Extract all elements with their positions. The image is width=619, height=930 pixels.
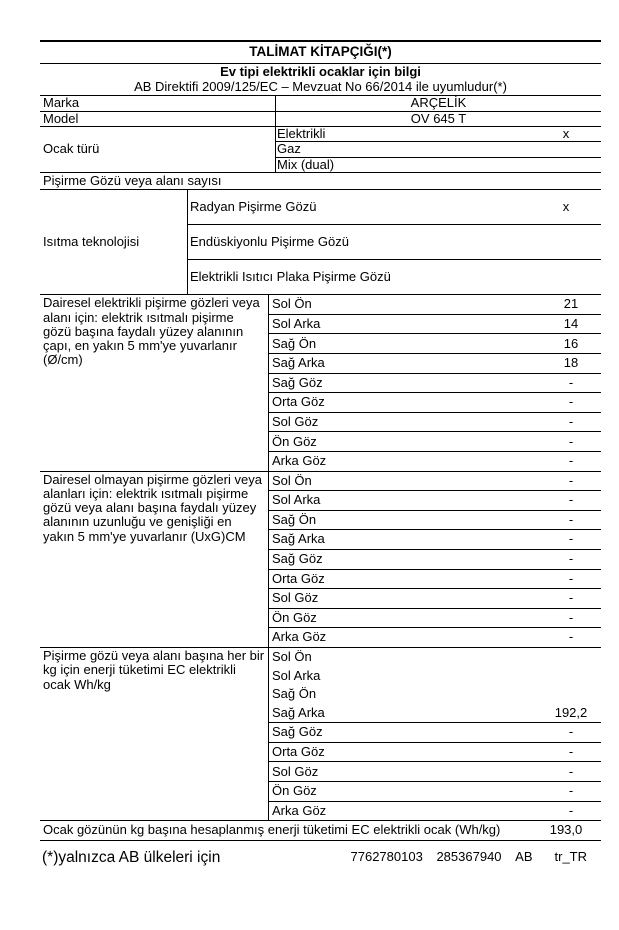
zone-row (269, 588, 601, 608)
zone-name: Sağ Göz (272, 374, 323, 390)
heating-tech-name: Elektrikli Isıtıcı Plaka Pişirme Gözü (190, 269, 391, 285)
brand-value: ARÇELİK (410, 95, 467, 111)
zone-row (269, 569, 601, 589)
footer-code-1: 7762780103 (350, 848, 423, 864)
zone-name: Ön Göz (272, 433, 317, 449)
footer-code-2: 285367940 (436, 848, 502, 864)
zone-row (269, 333, 601, 353)
heating-tech-name: Endüskiyonlu Pişirme Gözü (190, 234, 349, 250)
zone-value: - (568, 802, 574, 818)
zone-name: Sol Göz (272, 413, 319, 429)
zone-value: 14 (563, 315, 579, 331)
hob-type-row (276, 141, 601, 156)
zone-value: - (568, 394, 574, 410)
zone-row (269, 314, 601, 334)
zone-name: Orta Göz (272, 570, 325, 586)
zone-name: Sol Göz (272, 590, 319, 606)
model-value: OV 645 T (410, 110, 467, 126)
zone-value: - (568, 783, 574, 799)
noncircular-zones-section (40, 472, 601, 648)
heating-tech-value: x (562, 199, 570, 215)
zone-row (269, 801, 601, 821)
hob-type-name: Gaz (277, 141, 301, 157)
zone-row (269, 529, 601, 549)
zone-value: - (568, 609, 574, 625)
zone-name: Sol Ön (272, 296, 312, 312)
zone-row (269, 510, 601, 530)
directive-line: AB Direktifi 2009/125/EC – Mevzuat No 66/2014 ile uyumludur(*) (40, 79, 601, 96)
zone-name: Ön Göz (272, 609, 317, 625)
noncircular-zones-label: Dairesel olmayan pişirme gözleri veya alanları için: elektrik ısıtmalı pişirme gözü veya alanı başına faydalı yüzey alanının uzunluğu ve genişliği en yakın 5 mm'ye yuvarlanır (UxG)CM (40, 472, 269, 647)
zone-value: 21 (563, 296, 579, 312)
zone-name: Orta Göz (272, 394, 325, 410)
zone-value: 16 (563, 335, 579, 351)
zone-row (269, 373, 601, 393)
zone-row (269, 608, 601, 628)
zone-row (269, 685, 601, 704)
footer-region: AB (515, 848, 533, 864)
zone-row (269, 392, 601, 412)
zone-row (269, 431, 601, 451)
model-label: Model (40, 112, 276, 126)
zone-name: Arka Göz (272, 629, 327, 645)
zone-row (269, 781, 601, 801)
zone-row (269, 451, 601, 471)
total-energy-label: Ocak gözünün kg başına hesaplanmış enerji tüketimi EC elektrikli ocak (Wh/kg) (43, 822, 501, 838)
zone-row (269, 648, 601, 667)
brand-label: Marka (40, 96, 276, 110)
zone-name: Sağ Ön (272, 511, 317, 527)
brand-row (40, 96, 601, 111)
zone-value: - (568, 413, 574, 429)
zone-value: - (568, 590, 574, 606)
zone-row (269, 742, 601, 762)
document-title: TALİMAT KİTAPÇIĞI(*) (40, 42, 601, 64)
total-energy-row (40, 821, 601, 840)
zone-name: Sol Arka (272, 667, 321, 683)
footer-codes (341, 850, 533, 864)
energy-info-document (40, 40, 601, 866)
zone-value: - (568, 744, 574, 760)
zone-value: - (568, 492, 574, 508)
hob-type-value: x (562, 126, 570, 142)
zone-row (269, 704, 601, 723)
zone-row (269, 412, 601, 432)
heating-tech-label: Isıtma teknolojisi (40, 190, 188, 294)
heating-tech-name: Radyan Pişirme Gözü (190, 199, 317, 215)
hob-type-value (531, 142, 601, 156)
model-row (40, 112, 601, 127)
zone-name: Ön Göz (272, 783, 317, 799)
zone-value: - (568, 511, 574, 527)
zone-value: - (568, 551, 574, 567)
circular-zones-section (40, 295, 601, 471)
zone-row (269, 627, 601, 647)
zone-name: Sağ Arka (272, 355, 325, 371)
zone-value: - (568, 763, 574, 779)
circular-zones-label: Dairesel elektrikli pişirme gözleri veya alanı için: elektrik ısıtmalı pişirme gözü başına faydalı yüzey alanının çapı, en yakın 5 mm'ye yuvarlanır (Ø/cm) (40, 295, 269, 470)
hob-type-row (276, 157, 601, 172)
zone-name: Sağ Göz (272, 551, 323, 567)
zone-name: Sağ Ön (272, 335, 317, 351)
hob-type-name: Mix (dual) (277, 156, 335, 172)
zone-name: Arka Göz (272, 802, 327, 818)
footer-language: tr_TR (554, 848, 587, 864)
zone-name: Sağ Arka (272, 531, 325, 547)
zone-name: Sol Arka (272, 492, 321, 508)
zone-name: Sağ Arka (272, 704, 325, 720)
zone-row (269, 667, 601, 686)
zone-name: Sağ Ön (272, 686, 317, 702)
heating-tech-row (188, 259, 601, 294)
document-subtitle: Ev tipi elektrikli ocaklar için bilgi (220, 63, 421, 79)
energy-zones-label: Pişirme gözü veya alanı başına her bir kg için enerji tüketimi EC elektrikli ocak Wh/kg (40, 648, 269, 820)
heating-tech-section (40, 190, 601, 295)
zone-name: Orta Göz (272, 744, 325, 760)
zone-value: - (568, 433, 574, 449)
hob-type-name: Elektrikli (277, 126, 326, 142)
zone-row (269, 490, 601, 510)
zone-value: - (568, 570, 574, 586)
zone-name: Arka Göz (272, 453, 327, 469)
zone-name: Sol Göz (272, 763, 319, 779)
zone-row (269, 761, 601, 781)
zone-value: - (568, 531, 574, 547)
heating-tech-row (188, 190, 601, 224)
zone-value: - (568, 472, 574, 488)
heating-tech-row (188, 224, 601, 259)
zone-value: - (568, 629, 574, 645)
zone-row (269, 472, 601, 491)
hob-type-section (40, 127, 601, 173)
energy-zones-section (40, 648, 601, 821)
zone-name: Sol Ön (272, 649, 312, 665)
zone-name: Sol Arka (272, 315, 321, 331)
hob-type-row (276, 127, 601, 141)
zone-value: - (568, 453, 574, 469)
footer-note: (*)yalnızca AB ülkeleri için (42, 848, 221, 866)
hob-type-value (531, 158, 601, 172)
hob-type-label: Ocak türü (40, 127, 276, 172)
zone-value: - (568, 374, 574, 390)
zone-row (269, 722, 601, 742)
zone-name: Sol Ön (272, 472, 312, 488)
zone-row (269, 295, 601, 314)
zone-value: - (568, 724, 574, 740)
zone-value: 192,2 (554, 704, 588, 720)
zone-name: Sağ Göz (272, 724, 323, 740)
footer (40, 841, 601, 866)
total-energy-value: 193,0 (549, 822, 583, 838)
zone-count-row: Pişirme Gözü veya alanı sayısı (40, 173, 601, 190)
zone-value: 18 (563, 355, 579, 371)
zone-row (269, 549, 601, 569)
zone-row (269, 353, 601, 373)
